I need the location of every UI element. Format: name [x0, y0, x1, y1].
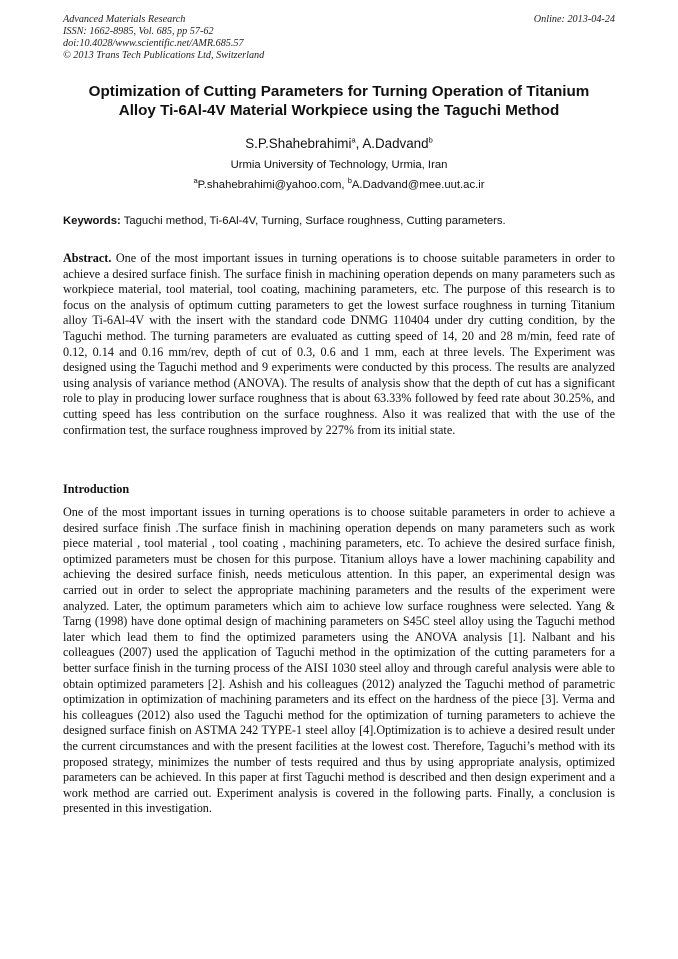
journal-info [63, 14, 615, 62]
email-separator: , [341, 179, 348, 191]
email-1: P.shahebrahimi@yahoo.com [197, 179, 342, 191]
abstract-label: Abstract. [63, 251, 112, 265]
author-emails [63, 178, 615, 192]
online-date: Online: 2013-04-24 [533, 14, 615, 25]
journal-copyright: © 2013 Trans Tech Publications Ltd, Switzerland [63, 50, 265, 61]
keywords [63, 214, 615, 228]
email-1-mark: a [193, 176, 198, 186]
author-1-mark: a [351, 135, 356, 145]
author-2-mark: b [428, 135, 433, 145]
journal-doi: doi:10.4028/www.scientific.net/AMR.685.57 [63, 38, 244, 49]
author-2: A.Dadvand [362, 136, 429, 151]
journal-issn: ISSN: 1662-8985, Vol. 685, pp 57-62 [63, 26, 214, 37]
introduction-heading: Introduction [63, 482, 130, 496]
paper-title-line-1: Optimization of Cutting Parameters for Turning Operation of Titanium [88, 83, 590, 100]
author-1: S.P.Shahebrahimi [245, 136, 352, 151]
email-2-mark: b [347, 176, 352, 186]
paper-title-line-2: Alloy Ti-6Al-4V Material Workpiece using the Taguchi Method [118, 102, 560, 119]
abstract [63, 251, 615, 438]
journal-header [63, 14, 615, 62]
introduction-paragraph: One of the most important issues in turning operations is to choose suitable parameters in order to achieve a desired surface finish .The surface finish in machining operation depends on many parameters such as work piece material , tool material , tool coating , machining parameters, etc. To achieve the desired surface finish, optimized parameters must be chosen for this purpose. Titanium alloys have a lower machining capability and achieving the desired surface finish, needs meticulous attention. In this paper, an experimental design was carried out in order to select the appropriate machining parameters and the results of the experiment were analyzed. Later, the optimum parameters which aim to achieve low surface roughness were selected. Yang & Tarng (1998) have done optimal design of machining parameters on S45C steel alloy using the Taguchi method later which lead them to find the optimized parameters using the ANOVA analysis [1]. Nalbant and his colleagues (2007) used the application of Taguchi method in the optimization of the cutting parameters for a better surface finish in the turning process of the AISI 1030 steel alloy and through careful analysis were able to obtain optimized parameters [2]. Ashish and his colleagues (2012) analyzed the Taguchi method of parametric optimization in optimization of machining parameters and its effect on the hardness of the piece [3]. Verma and his colleagues (2012) also used the Taguchi method for the optimization of turning parameters to achieve the designed surface finish on ASTMA 242 TYPE-1 steel alloy [4].Optimization is to achieve a desired result under the current circumstances and with the present facilities at the lowest cost. Therefore, Taguchi’s method with its proposed strategy, minimizes the number of tests required and thus by using appropriate analysis, optimized parameters can be achieved. In this paper at first Taguchi method is described and then design experiment and a work method are carried out. Experiment analysis is covered in the following parts. Finally, a conclusion is presented in this investigation. [63, 505, 615, 816]
author-list [63, 135, 615, 152]
keywords-text: Taguchi method, Ti-6Al-4V, Turning, Surface roughness, Cutting parameters. [120, 215, 506, 227]
affiliation: Urmia University of Technology, Urmia, Iran [230, 159, 448, 171]
abstract-text: One of the most important issues in turning operations is to choose suitable parameters in order to achieve a desired surface finish. The surface finish in machining operation depends on many parameters such as workpiece material, tool material, tool coating, machining parameters, etc. The purpose of this research is to focus on the analysis of optimum cutting parameters to get the lowest surface roughness in turning Titanium alloy Ti-6Al-4V with the insert with the standard code DNMG 110404 under dry cutting condition, by the Taguchi method. The turning parameters are evaluated as cutting speed of 14, 20 and 28 m/min, feed rate of 0.12, 0.14 and 0.16 mm/rev, depth of cut of 0.3, 0.6 and 1 mm, each at three levels. The Experiment was designed using the Taguchi method and 9 experiments were conducted by this process. The results are analyzed using analysis of variance method (ANOVA). The results of analysis show that the depth of cut has a significant role to play in producing lower surface roughness that is about 63.33% followed by feed rate about 30.25%, and cutting speed has less contribution on the surface roughness. Also it was realized that with the use of the confirmation test, the surface roughness improved by 227% from its initial state. [63, 251, 615, 437]
author-separator: , [355, 136, 363, 151]
paper-title [63, 82, 615, 120]
keywords-label: Keywords: [63, 215, 121, 227]
journal-name: Advanced Materials Research [63, 14, 186, 25]
email-2: A.Dadvand@mee.uut.ac.ir [351, 179, 485, 191]
